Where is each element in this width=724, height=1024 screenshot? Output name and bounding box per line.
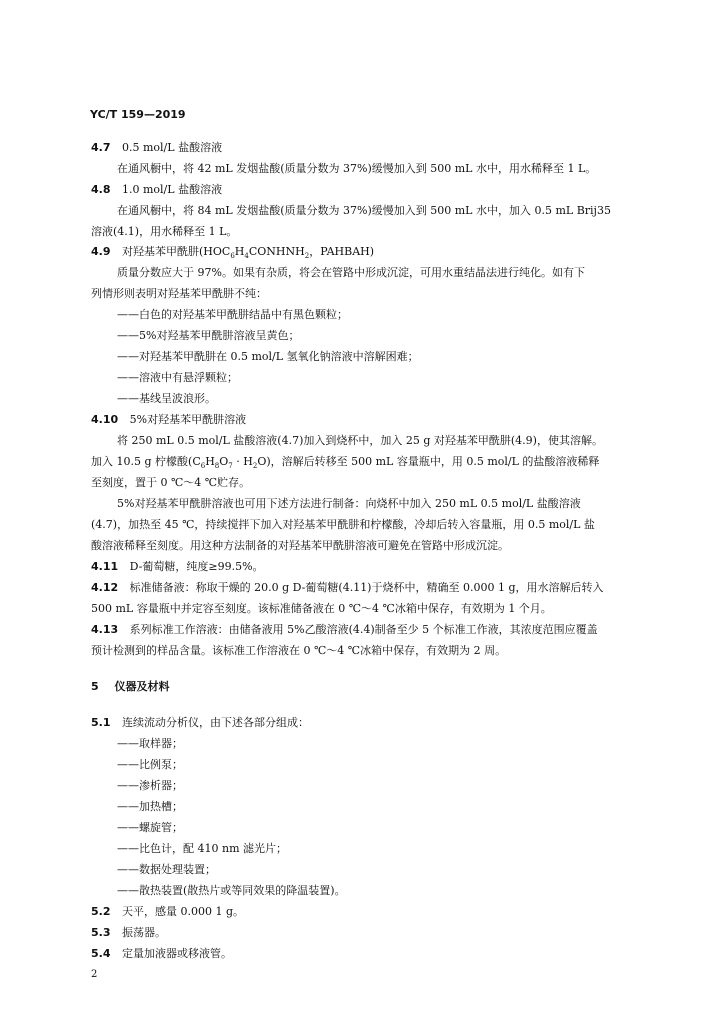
paragraph: 500 mL 容量瓶中并定容至刻度。该标准储备液在 0 ℃～4 ℃冰箱中保存，有效期为 1 个月。 (91, 602, 552, 615)
section-4-12 (91, 581, 604, 595)
chapter-title: 仪器及材料 (114, 680, 170, 693)
section-4-9-heading (91, 245, 374, 263)
section-text: 标准储备液：称取干燥的 20.0 g D-葡萄糖(4.11)于烧杯中，精确至 0.000 1 g，用水溶解后转入 (129, 581, 604, 594)
section-4-7-heading (91, 141, 222, 155)
section-number: 5.4 (91, 947, 111, 960)
list-item: ——取样器； (117, 737, 183, 750)
paragraph: 质量分数应大于 97%。如果有杂质，将会在管路中形成沉淀，可用水重结晶法进行纯化。如有下 (117, 266, 585, 279)
paragraph: 列情形则表明对羟基苯甲酰肼不纯： (91, 287, 267, 300)
section-number: 4.8 (91, 183, 111, 196)
section-number: 4.12 (91, 581, 119, 594)
list-item: ——加热槽； (117, 800, 183, 813)
chapter-5-heading (91, 680, 170, 694)
section-4-11 (91, 560, 264, 574)
section-text: 定量加液器或移液管。 (122, 947, 232, 960)
section-number: 5.2 (91, 905, 111, 918)
section-5-2 (91, 905, 244, 919)
section-text: 系列标准工作溶液：由储备液用 5%乙酸溶液(4.4)制备至少 5 个标准工作液，其浓度范围应覆盖 (129, 623, 598, 636)
section-4-13 (91, 623, 598, 637)
list-item: ——散热装置(散热片或等同效果的降温装置)。 (117, 884, 346, 897)
section-4-10-heading (91, 413, 246, 427)
standard-code: YC/T 159—2019 (90, 108, 186, 121)
paragraph: 5%对羟基苯甲酰肼溶液也可用下述方法进行制备：向烧杯中加入 250 mL 0.5 mol/L 盐酸溶液 (117, 497, 581, 510)
section-number: 4.7 (91, 141, 111, 154)
section-number: 4.9 (91, 245, 111, 258)
list-item: ——渗析器； (117, 779, 183, 792)
paragraph: 在通风橱中，将 84 mL 发烟盐酸(质量分数为 37%)缓慢加入到 500 mL 水中，加入 0.5 mL Brij35 (117, 204, 611, 217)
paragraph: 将 250 mL 0.5 mol/L 盐酸溶液(4.7)加入到烧杯中，加入 25 g 对羟基苯甲酰肼(4.9)，使其溶解。 (117, 434, 603, 447)
section-number: 4.13 (91, 623, 119, 636)
section-text: 振荡器。 (122, 926, 166, 939)
list-item: ——数据处理装置； (117, 863, 216, 876)
section-text: D-葡萄糖，纯度≥99.5%。 (129, 560, 264, 573)
section-number: 4.11 (91, 560, 119, 573)
section-title: 0.5 mol/L 盐酸溶液 (122, 141, 223, 154)
section-5-3 (91, 926, 166, 940)
paragraph: 至刻度，置于 0 ℃～4 ℃贮存。 (91, 476, 251, 489)
list-item: ——基线呈波浪形。 (117, 392, 216, 405)
paragraph: 酸溶液稀释至刻度。用这种方法制备的对羟基苯甲酰肼溶液可避免在管路中形成沉淀。 (91, 539, 509, 552)
section-title: 对羟基苯甲酰肼($HOC_6H_4CONHNH_2$，PAHBAH) (122, 245, 375, 261)
section-number: 5.3 (91, 926, 111, 939)
list-item: ——白色的对羟基苯甲酰肼结晶中有黑色颗粒； (117, 308, 348, 321)
section-5-1 (91, 716, 309, 730)
paragraph: (4.7)，加热至 45 ℃，持续搅拌下加入对羟基苯甲酰肼和柠檬酸，冷却后转入容量瓶，用 0.5 mol/L 盐 (91, 518, 595, 531)
section-text: 天平，感量 0.000 1 g。 (122, 905, 245, 918)
chapter-number: 5 (91, 680, 99, 693)
list-item: ——溶液中有悬浮颗粒； (117, 371, 238, 384)
list-item: ——对羟基苯甲酰肼在 0.5 mol/L 氢氧化钠溶液中溶解困难； (117, 350, 419, 363)
section-text: 连续流动分析仪，由下述各部分组成： (122, 716, 309, 729)
section-title: 5%对羟基苯甲酰肼溶液 (129, 413, 247, 426)
paragraph: 加入 10.5 g 柠檬酸$(C_6H_8O_7 \cdot H_2O)$，溶解后转移至 500 mL 容量瓶中，用 0.5 mol/L 的盐酸溶液稀释 (91, 455, 600, 471)
list-item: ——比色计，配 410 nm 滤光片； (117, 842, 287, 855)
section-4-8-heading (91, 183, 222, 197)
section-title: 1.0 mol/L 盐酸溶液 (122, 183, 223, 196)
list-item: ——5%对羟基苯甲酰肼溶液呈黄色； (117, 329, 300, 342)
paragraph: 预计检测到的样品含量。该标准工作溶液在 0 ℃～4 ℃冰箱中保存，有效期为 2 周。 (91, 644, 507, 657)
section-number: 4.10 (91, 413, 119, 426)
section-5-4 (91, 947, 232, 961)
list-item: ——比例泵； (117, 758, 183, 771)
paragraph: 在通风橱中，将 42 mL 发烟盐酸(质量分数为 37%)缓慢加入到 500 mL 水中，用水稀释至 1 L。 (117, 162, 597, 175)
section-number: 5.1 (91, 716, 111, 729)
page-number: 2 (91, 969, 98, 980)
list-item: ——螺旋管； (117, 821, 183, 834)
paragraph: 溶液(4.1)，用水稀释至 1 L。 (91, 225, 238, 238)
